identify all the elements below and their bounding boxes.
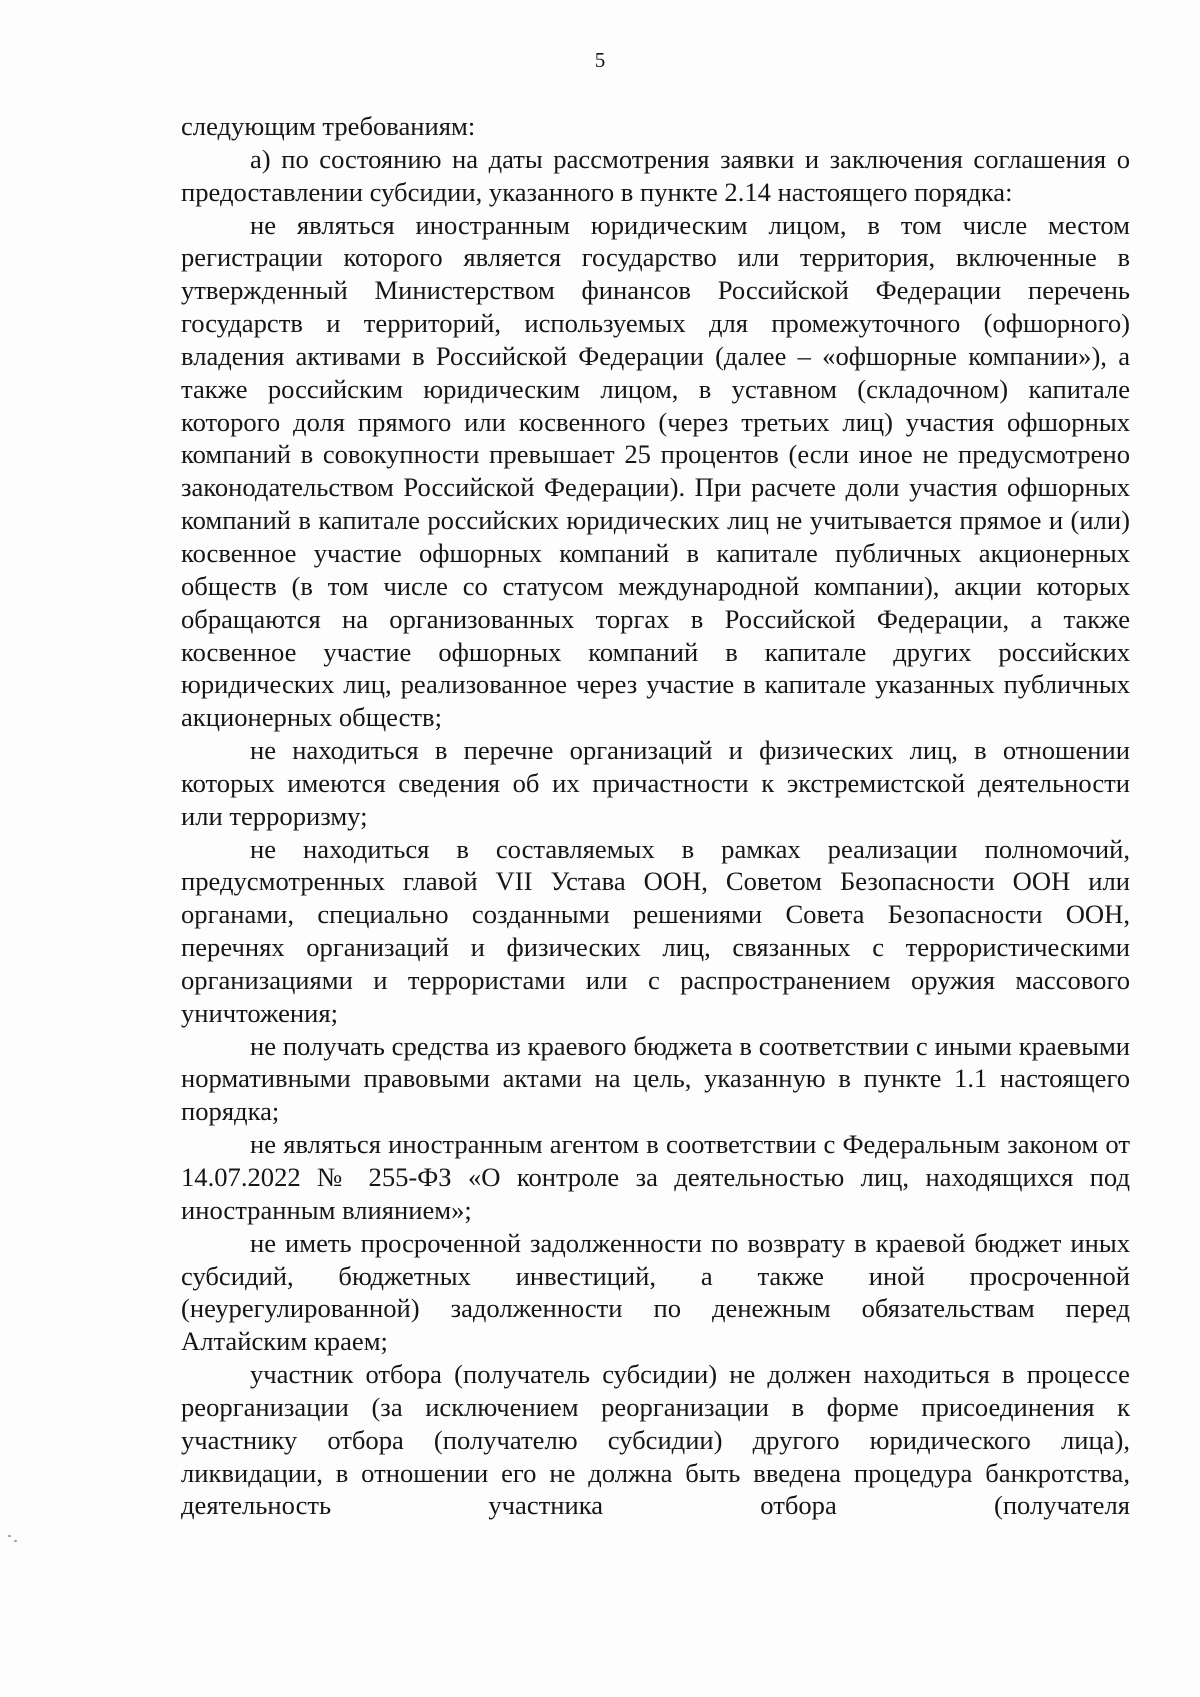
paragraph-reorganization: участник отбора (получатель субсидии) не должен находиться в процессе реорганизации (за исключением реорганизации в форме присоединения к участнику отбора (получателю субсидии) другого юридического лица), ликвидации, в отношении его не должна быть введена процедура банкротства, деятельность участника отбора (получателя: [181, 1359, 1130, 1521]
paragraph-overdue-debt: не иметь просроченной задолженности по возврату в краевой бюджет иных субсидий, бюджетных инвестиций, а также иной просроченной (неурегулированной) задолженности по денежным обязательствам перед Алтайским краем;: [181, 1227, 1130, 1357]
scan-artifact-mark: [8, 1535, 11, 1537]
paragraph-un-security-council: не находиться в составляемых в рамках реализации полномочий, предусмотренных главой VII Устава ООН, Советом Безопасности ООН или органами, специально созданными решениями Совета Безопасности ООН, перечнях организаций и физических лиц, связанных с террористическими организациями и террористами или с распространением оружия массового уничтожения;: [181, 833, 1130, 1028]
page-number: 5: [594, 48, 606, 72]
document-body: [181, 110, 1130, 1522]
paragraph-regional-budget-funds: не получать средства из краевого бюджета в соответствии с иными краевыми нормативными правовыми актами на цель, указанную в пункте 1.1 настоящего порядка;: [181, 1030, 1130, 1127]
paragraph-continuation: следующим требованиям:: [181, 111, 476, 141]
paragraph-foreign-agent: не являться иностранным агентом в соответствии с Федеральным законом от 14.07.2022 № 255-ФЗ «О контроле за деятельностью лиц, находящихся под иностранным влиянием»;: [181, 1129, 1130, 1225]
paragraph-extremism-list: не находиться в перечне организаций и физических лиц, в отношении которых имеются сведения об их причастности к экстремистской деятельности или терроризму;: [181, 735, 1130, 831]
paragraph-item-a: а) по состоянию на даты рассмотрения заявки и заключения соглашения о предоставлении субсидии, указанного в пункте 2.14 настоящего порядка:: [181, 143, 1130, 207]
paragraph-offshore-companies: не являться иностранным юридическим лицом, в том числе местом регистрации которого является государство или территория, включенные в утвержденный Министерством финансов Российской Федерации перечень государств и территорий, используемых для промежуточного (офшорного) владения активами в Российской Федерации (далее – «офшорные компании»), а также российским юридическим лицом, в уставном (складочном) капитале которого доля прямого или косвенного (через третьих лиц) участия офшорных компаний в совокупности превышает 25 процентов (если иное не предусмотрено законодательством Российской Федерации). При расчете доли участия офшорных компаний в капитале российских юридических лиц не учитывается прямое и (или) косвенное участие офшорных компаний в капитале публичных акционерных обществ (в том числе со статусом международной компании), акции которых обращаются на организованных торгах в Российской Федерации, а также косвенное участие офшорных компаний в капитале других российских юридических лиц, реализованное через участие в капитале указанных публичных акционерных обществ;: [181, 209, 1130, 733]
scan-artifact-mark: [14, 1540, 17, 1542]
